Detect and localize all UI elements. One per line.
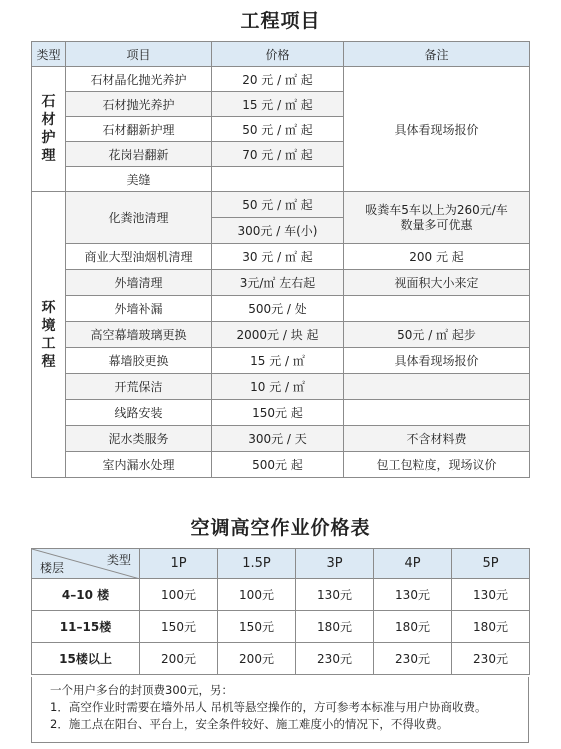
table-row [32,244,530,270]
note-line: 一个用户多台的封顶费300元，另： [50,683,233,697]
floor-cell: 15楼以上 [32,643,140,675]
note-line: 2．施工点在阳台、平台上，安全条件较好、施工难度小的情况下，不得收费。 [50,717,449,731]
remark-cell: 200 元 起 [344,244,530,270]
price-cell: 500元 / 处 [212,296,344,322]
price-cell: 20 元 / ㎡ 起 [212,67,344,92]
price-cell: 150元 [218,611,296,643]
item-cell: 幕墙胶更换 [66,348,212,374]
price-cell: 70 元 / ㎡ 起 [212,142,344,167]
remark-cell: 吸粪车5车以上为260元/车 数量多可优惠 [344,192,530,244]
table-row [32,452,530,478]
note-line: 1．高空作业时需要在墙外吊人 吊机等悬空操作的，方可参考本标准与用户协商收费。 [50,700,487,714]
corner-header [32,549,140,579]
header-row [32,549,530,579]
table-row [32,374,530,400]
item-cell: 石材翻新护理 [66,117,212,142]
item-cell: 泥水类服务 [66,426,212,452]
remark-cell: 50元 / ㎡ 起步 [344,322,530,348]
item-cell: 线路安装 [66,400,212,426]
price-cell: 130元 [374,579,452,611]
remark-cell: 视面积大小来定 [344,270,530,296]
header-type: 类型 [32,42,66,67]
price-cell: 30 元 / ㎡ 起 [212,244,344,270]
price-cell: 200元 [218,643,296,675]
remark-cell: 具体看现场报价 [344,348,530,374]
table-row [32,643,530,675]
header-item: 项目 [66,42,212,67]
category-stone: 石 材 护 理 [32,67,66,192]
table-row [32,192,530,218]
price-cell [212,167,344,192]
table-row [32,348,530,374]
table-row [32,322,530,348]
price-cell: 180元 [296,611,374,643]
price-cell: 180元 [374,611,452,643]
column-header: 3P [296,549,374,579]
corner-floor-label: 楼层 [40,561,65,575]
table-row [32,67,530,92]
price-cell: 230元 [452,643,530,675]
price-cell: 50 元 / ㎡ 起 [212,117,344,142]
column-header: 5P [452,549,530,579]
table-row [32,579,530,611]
price-cell: 15 元 / ㎡ 起 [212,92,344,117]
price-cell: 150元 起 [212,400,344,426]
header-remark: 备注 [344,42,530,67]
item-cell: 开荒保洁 [66,374,212,400]
remark-cell [344,296,530,322]
price-cell: 230元 [374,643,452,675]
price-cell: 3元/㎡ 左右起 [212,270,344,296]
engineering-table [31,41,530,478]
item-cell: 商业大型油烟机清理 [66,244,212,270]
table-row [32,270,530,296]
remark-cell: 具体看现场报价 [344,67,530,192]
notes-box [31,677,529,743]
floor-cell: 11–15楼 [32,611,140,643]
table-row [32,611,530,643]
remark-cell [344,400,530,426]
price-cell: 300元 / 车(小) [212,218,344,244]
item-cell: 外墙补漏 [66,296,212,322]
price-cell: 15 元 / ㎡ [212,348,344,374]
floor-cell: 4–10 楼 [32,579,140,611]
table2-title: 空调高空作业价格表 [190,517,371,539]
item-cell: 花岗岩翻新 [66,142,212,167]
item-cell: 高空幕墙玻璃更换 [66,322,212,348]
item-cell: 石材抛光养护 [66,92,212,117]
price-cell: 100元 [140,579,218,611]
item-cell: 石材晶化抛光养护 [66,67,212,92]
price-cell: 100元 [218,579,296,611]
item-cell: 外墙清理 [66,270,212,296]
remark-cell: 包工包粒度，现场议价 [344,452,530,478]
table1-title: 工程项目 [240,10,321,32]
price-cell: 200元 [140,643,218,675]
column-header: 1P [140,549,218,579]
price-cell: 10 元 / ㎡ [212,374,344,400]
header-price: 价格 [212,42,344,67]
remark-cell [344,374,530,400]
item-cell: 化粪池清理 [66,192,212,244]
price-cell: 500元 起 [212,452,344,478]
category-environment: 环 境 工 程 [32,192,66,478]
header-row [32,42,530,67]
remark-cell: 不含材料费 [344,426,530,452]
corner-type-label: 类型 [106,553,131,567]
item-cell: 美缝 [66,167,212,192]
item-cell: 室内漏水处理 [66,452,212,478]
price-cell: 50 元 / ㎡ 起 [212,192,344,218]
price-cell: 230元 [296,643,374,675]
table-row [32,426,530,452]
ac-price-table [31,548,530,675]
column-header: 4P [374,549,452,579]
price-cell: 130元 [452,579,530,611]
price-cell: 2000元 / 块 起 [212,322,344,348]
column-header: 1.5P [218,549,296,579]
price-cell: 300元 / 天 [212,426,344,452]
price-cell: 130元 [296,579,374,611]
price-cell: 180元 [452,611,530,643]
table-row [32,400,530,426]
price-cell: 150元 [140,611,218,643]
table-row [32,296,530,322]
